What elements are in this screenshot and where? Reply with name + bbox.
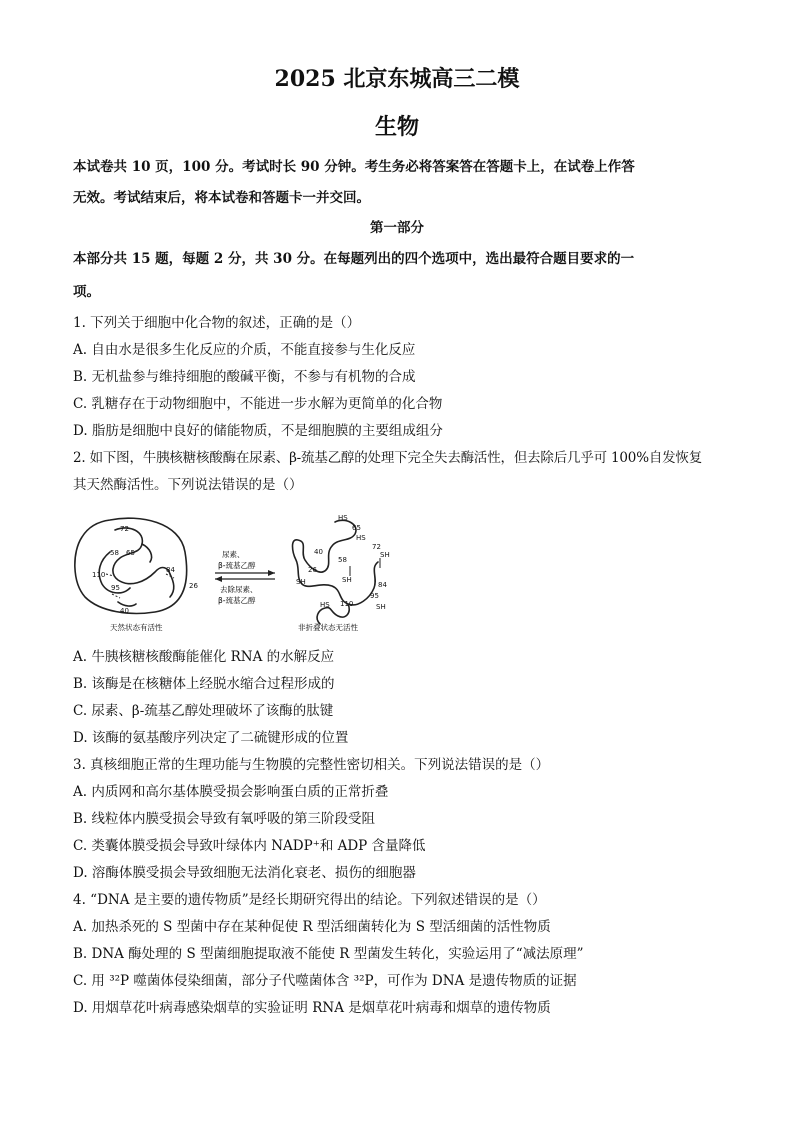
part-description: 项。 bbox=[73, 284, 100, 300]
residue-label: 95 bbox=[111, 584, 120, 592]
question-2-option-c: C. 尿素、β-巯基乙醇处理破坏了该酶的肽键 bbox=[73, 703, 334, 719]
unfolded-state-caption: 非折叠状态无活性 bbox=[298, 623, 358, 632]
question-1-stem: 1. 下列关于细胞中化合物的叙述，正确的是（） bbox=[73, 315, 361, 331]
residue-label: 65 bbox=[352, 524, 361, 532]
residue-label: SH bbox=[296, 578, 306, 586]
residue-label: SH bbox=[342, 576, 352, 584]
residue-label: 95 bbox=[370, 592, 379, 600]
residue-label: 58 bbox=[110, 549, 119, 557]
residue-label: 72 bbox=[372, 543, 381, 551]
residue-label: 40 bbox=[314, 548, 323, 556]
residue-label: 26 bbox=[189, 582, 198, 590]
residue-label: SH bbox=[376, 603, 386, 611]
question-3-option-b: B. 线粒体内膜受损会导致有氧呼吸的第三阶段受阻 bbox=[73, 811, 376, 827]
subject-title: 生物 bbox=[374, 114, 419, 140]
residue-label: 110 bbox=[340, 600, 354, 608]
question-3-option-c: C. 类囊体膜受损会导致叶绿体内 NADP⁺和 ADP 含量降低 bbox=[73, 838, 426, 854]
instruction-line: 无效。考试结束后，将本试卷和答题卡一并交回。 bbox=[73, 190, 370, 206]
residue-label: 84 bbox=[166, 566, 175, 574]
question-4-option-a: A. 加热杀死的 S 型菌中存在某种促使 R 型活细菌转化为 S 型活细菌的活性物质 bbox=[73, 919, 551, 935]
part-description: 本部分共 15 题，每题 2 分，共 30 分。在每题列出的四个选项中，选出最符合题目要求的一 bbox=[73, 251, 635, 267]
question-4-option-d: D. 用烟草花叶病毒感染烟草的实验证明 RNA 是烟草花叶病毒和烟草的遗传物质 bbox=[73, 1000, 551, 1016]
question-2-stem: 其天然酶活性。下列说法错误的是（） bbox=[73, 477, 303, 493]
question-2-option-b: B. 该酶是在核糖体上经脱水缩合过程形成的 bbox=[73, 676, 335, 692]
residue-label: 40 bbox=[120, 607, 129, 615]
residue-label: 58 bbox=[338, 556, 347, 564]
residue-label: HS bbox=[356, 534, 366, 542]
question-2-option-d: D. 该酶的氨基酸序列决定了二硫键形成的位置 bbox=[73, 730, 349, 746]
question-3-option-a: A. 内质网和高尔基体膜受损会影响蛋白质的正常折叠 bbox=[73, 784, 389, 800]
question-4-option-b: B. DNA 酶处理的 S 型菌细胞提取液不能使 R 型菌发生转化，实验运用了“减法原理” bbox=[73, 946, 584, 962]
question-1-option-a: A. 自由水是很多生化反应的介质，不能直接参与生化反应 bbox=[73, 342, 416, 358]
question-2-stem: 2. 如下图，牛胰核糖核酸酶在尿素、β-巯基乙醇的处理下完全失去酶活性，但去除后几乎可 100%自发恢复 bbox=[73, 450, 703, 466]
reversible-arrow bbox=[215, 549, 275, 605]
arrow-label-top: β-巯基乙醇 bbox=[218, 561, 256, 570]
residue-label: SH bbox=[380, 551, 390, 559]
native-state-caption: 天然状态有活性 bbox=[110, 623, 163, 632]
residue-label: 65 bbox=[126, 549, 135, 557]
arrow-label-bottom: 去除尿素、 bbox=[220, 585, 258, 594]
question-2-option-a: A. 牛胰核糖核酸酶能催化 RNA 的水解反应 bbox=[73, 649, 335, 665]
residue-label: HS bbox=[320, 601, 330, 609]
question-3-option-d: D. 溶酶体膜受损会导致细胞无法消化衰老、损伤的细胞器 bbox=[73, 865, 416, 881]
question-1-option-b: B. 无机盐参与维持细胞的酸碱平衡，不参与有机物的合成 bbox=[73, 369, 416, 385]
question-4-option-c: C. 用 ³²P 噬菌体侵染细菌，部分子代噬菌体含 ³²P，可作为 DNA 是遗传物质的证据 bbox=[73, 973, 577, 989]
residue-label: 110 bbox=[92, 571, 106, 579]
question-1-option-c: C. 乳糖存在于动物细胞中，不能进一步水解为更简单的化合物 bbox=[73, 396, 443, 412]
residue-label: 26 bbox=[308, 566, 317, 574]
arrow-label-top: 尿素、 bbox=[222, 550, 245, 559]
arrow-label-bottom: β-巯基乙醇 bbox=[218, 596, 256, 605]
residue-label: HS bbox=[338, 514, 348, 522]
enzyme-folding-figure bbox=[70, 512, 400, 638]
part-title: 第一部分 bbox=[370, 220, 424, 236]
instruction-line: 本试卷共 10 页，100 分。考试时长 90 分钟。考生务必将答案答在答题卡上，在试卷上作答 bbox=[73, 159, 635, 175]
exam-title: 2025 北京东城高三二模 bbox=[274, 66, 520, 92]
question-4-stem: 4. “DNA 是主要的遗传物质”是经长期研究得出的结论。下列叙述错误的是（） bbox=[73, 892, 546, 908]
residue-label: 84 bbox=[378, 581, 387, 589]
question-3-stem: 3. 真核细胞正常的生理功能与生物膜的完整性密切相关。下列说法错误的是（） bbox=[73, 757, 550, 773]
question-1-option-d: D. 脂肪是细胞中良好的储能物质，不是细胞膜的主要组成组分 bbox=[73, 423, 443, 439]
residue-label: 72 bbox=[120, 525, 129, 533]
